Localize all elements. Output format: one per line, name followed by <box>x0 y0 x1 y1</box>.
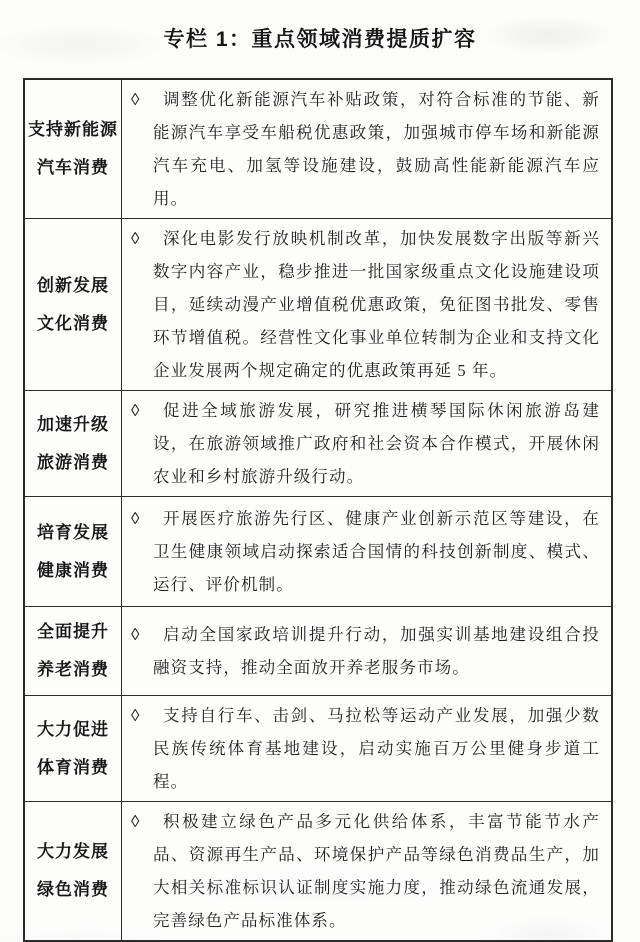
category-line-2: 养老消费 <box>37 660 109 679</box>
diamond-bullet-icon: ◊ <box>131 90 141 109</box>
category-line-2: 文化消费 <box>37 313 109 333</box>
consumption-table <box>23 78 613 942</box>
category-cell <box>25 802 122 940</box>
category-cell <box>25 219 122 390</box>
category-line-1: 大力促进 <box>37 719 109 739</box>
diamond-bullet-icon: ◊ <box>131 706 141 725</box>
description-cell <box>122 391 611 496</box>
category-line-1: 大力发展 <box>37 842 109 861</box>
description-cell <box>122 80 611 218</box>
description-text: ◊ 启动全国家政培训提升行动，加强实训基地建设组合投融资支持，推动全面放开养老服务市场。 <box>153 618 600 684</box>
description-cell <box>122 607 611 695</box>
category-line-2: 健康消费 <box>37 560 109 580</box>
table-row <box>25 390 611 496</box>
diamond-bullet-icon: ◊ <box>131 401 141 420</box>
category-cell <box>25 80 122 218</box>
category-line-1: 培育发展 <box>37 522 109 542</box>
description-cell <box>122 219 611 390</box>
description-cell <box>122 802 611 940</box>
description-text: ◊ 支持自行车、击剑、马拉松等运动产业发展，加强少数民族传统体育基地建设，启动实施百万公里健身步道工程。 <box>153 699 600 798</box>
description-text: ◊ 深化电影发行放映机制改革，加快发展数字出版等新兴数字内容产业，稳步推进一批国家级重点文化设施建设项目，延续动漫产业增值税优惠政策，免征图书批发、零售环节增值税。经营性文化事业单位转制为企业和支持文化企业发展两个规定确定的优惠政策再延 5 年。 <box>153 222 600 387</box>
category-line-1: 支持新能源 <box>28 120 118 139</box>
diamond-bullet-icon: ◊ <box>131 812 141 831</box>
diamond-bullet-icon: ◊ <box>131 509 141 528</box>
category-line-2: 绿色消费 <box>37 880 109 899</box>
category-line-1: 创新发展 <box>37 275 109 295</box>
description-text: ◊ 积极建立绿色产品多元化供给体系，丰富节能节水产品、资源再生产品、环境保护产品等绿色消费品生产，加大相关标准标识认证制度实施力度，推动绿色流通发展，完善绿色产品标准体系。 <box>153 805 600 937</box>
description-text: ◊ 促进全域旅游发展，研究推进横琴国际休闲旅游岛建设，在旅游领域推广政府和社会资本合作模式，开展休闲农业和乡村旅游升级行动。 <box>153 394 600 493</box>
table-row <box>25 80 611 218</box>
category-cell <box>25 607 122 695</box>
category-line-2: 旅游消费 <box>37 452 109 472</box>
category-line-2: 体育消费 <box>37 757 109 777</box>
description-text: ◊ 调整优化新能源汽车补贴政策，对符合标准的节能、新能源汽车享受车船税优惠政策，加强城市停车场和新能源汽车充电、加氢等设施建设，鼓励高性能新能源汽车应用。 <box>153 83 600 215</box>
description-cell <box>122 497 611 606</box>
diamond-bullet-icon: ◊ <box>131 625 141 644</box>
category-line-1: 加速升级 <box>37 414 109 434</box>
table-row <box>25 606 611 695</box>
table-row <box>25 218 611 390</box>
description-cell <box>122 696 611 801</box>
category-line-1: 全面提升 <box>37 622 109 641</box>
table-row <box>25 801 611 940</box>
page-title: 专栏 1：重点领域消费提质扩容 <box>163 28 477 51</box>
diamond-bullet-icon: ◊ <box>131 229 141 248</box>
category-line-2: 汽车消费 <box>37 158 109 177</box>
category-cell <box>25 497 122 606</box>
category-cell <box>25 696 122 801</box>
table-row <box>25 496 611 606</box>
description-text: ◊ 开展医疗旅游先行区、健康产业创新示范区等建设，在卫生健康领域启动探索适合国情的科技创新制度、模式、运行、评价机制。 <box>153 502 600 601</box>
category-cell <box>25 391 122 496</box>
table-row <box>25 695 611 801</box>
